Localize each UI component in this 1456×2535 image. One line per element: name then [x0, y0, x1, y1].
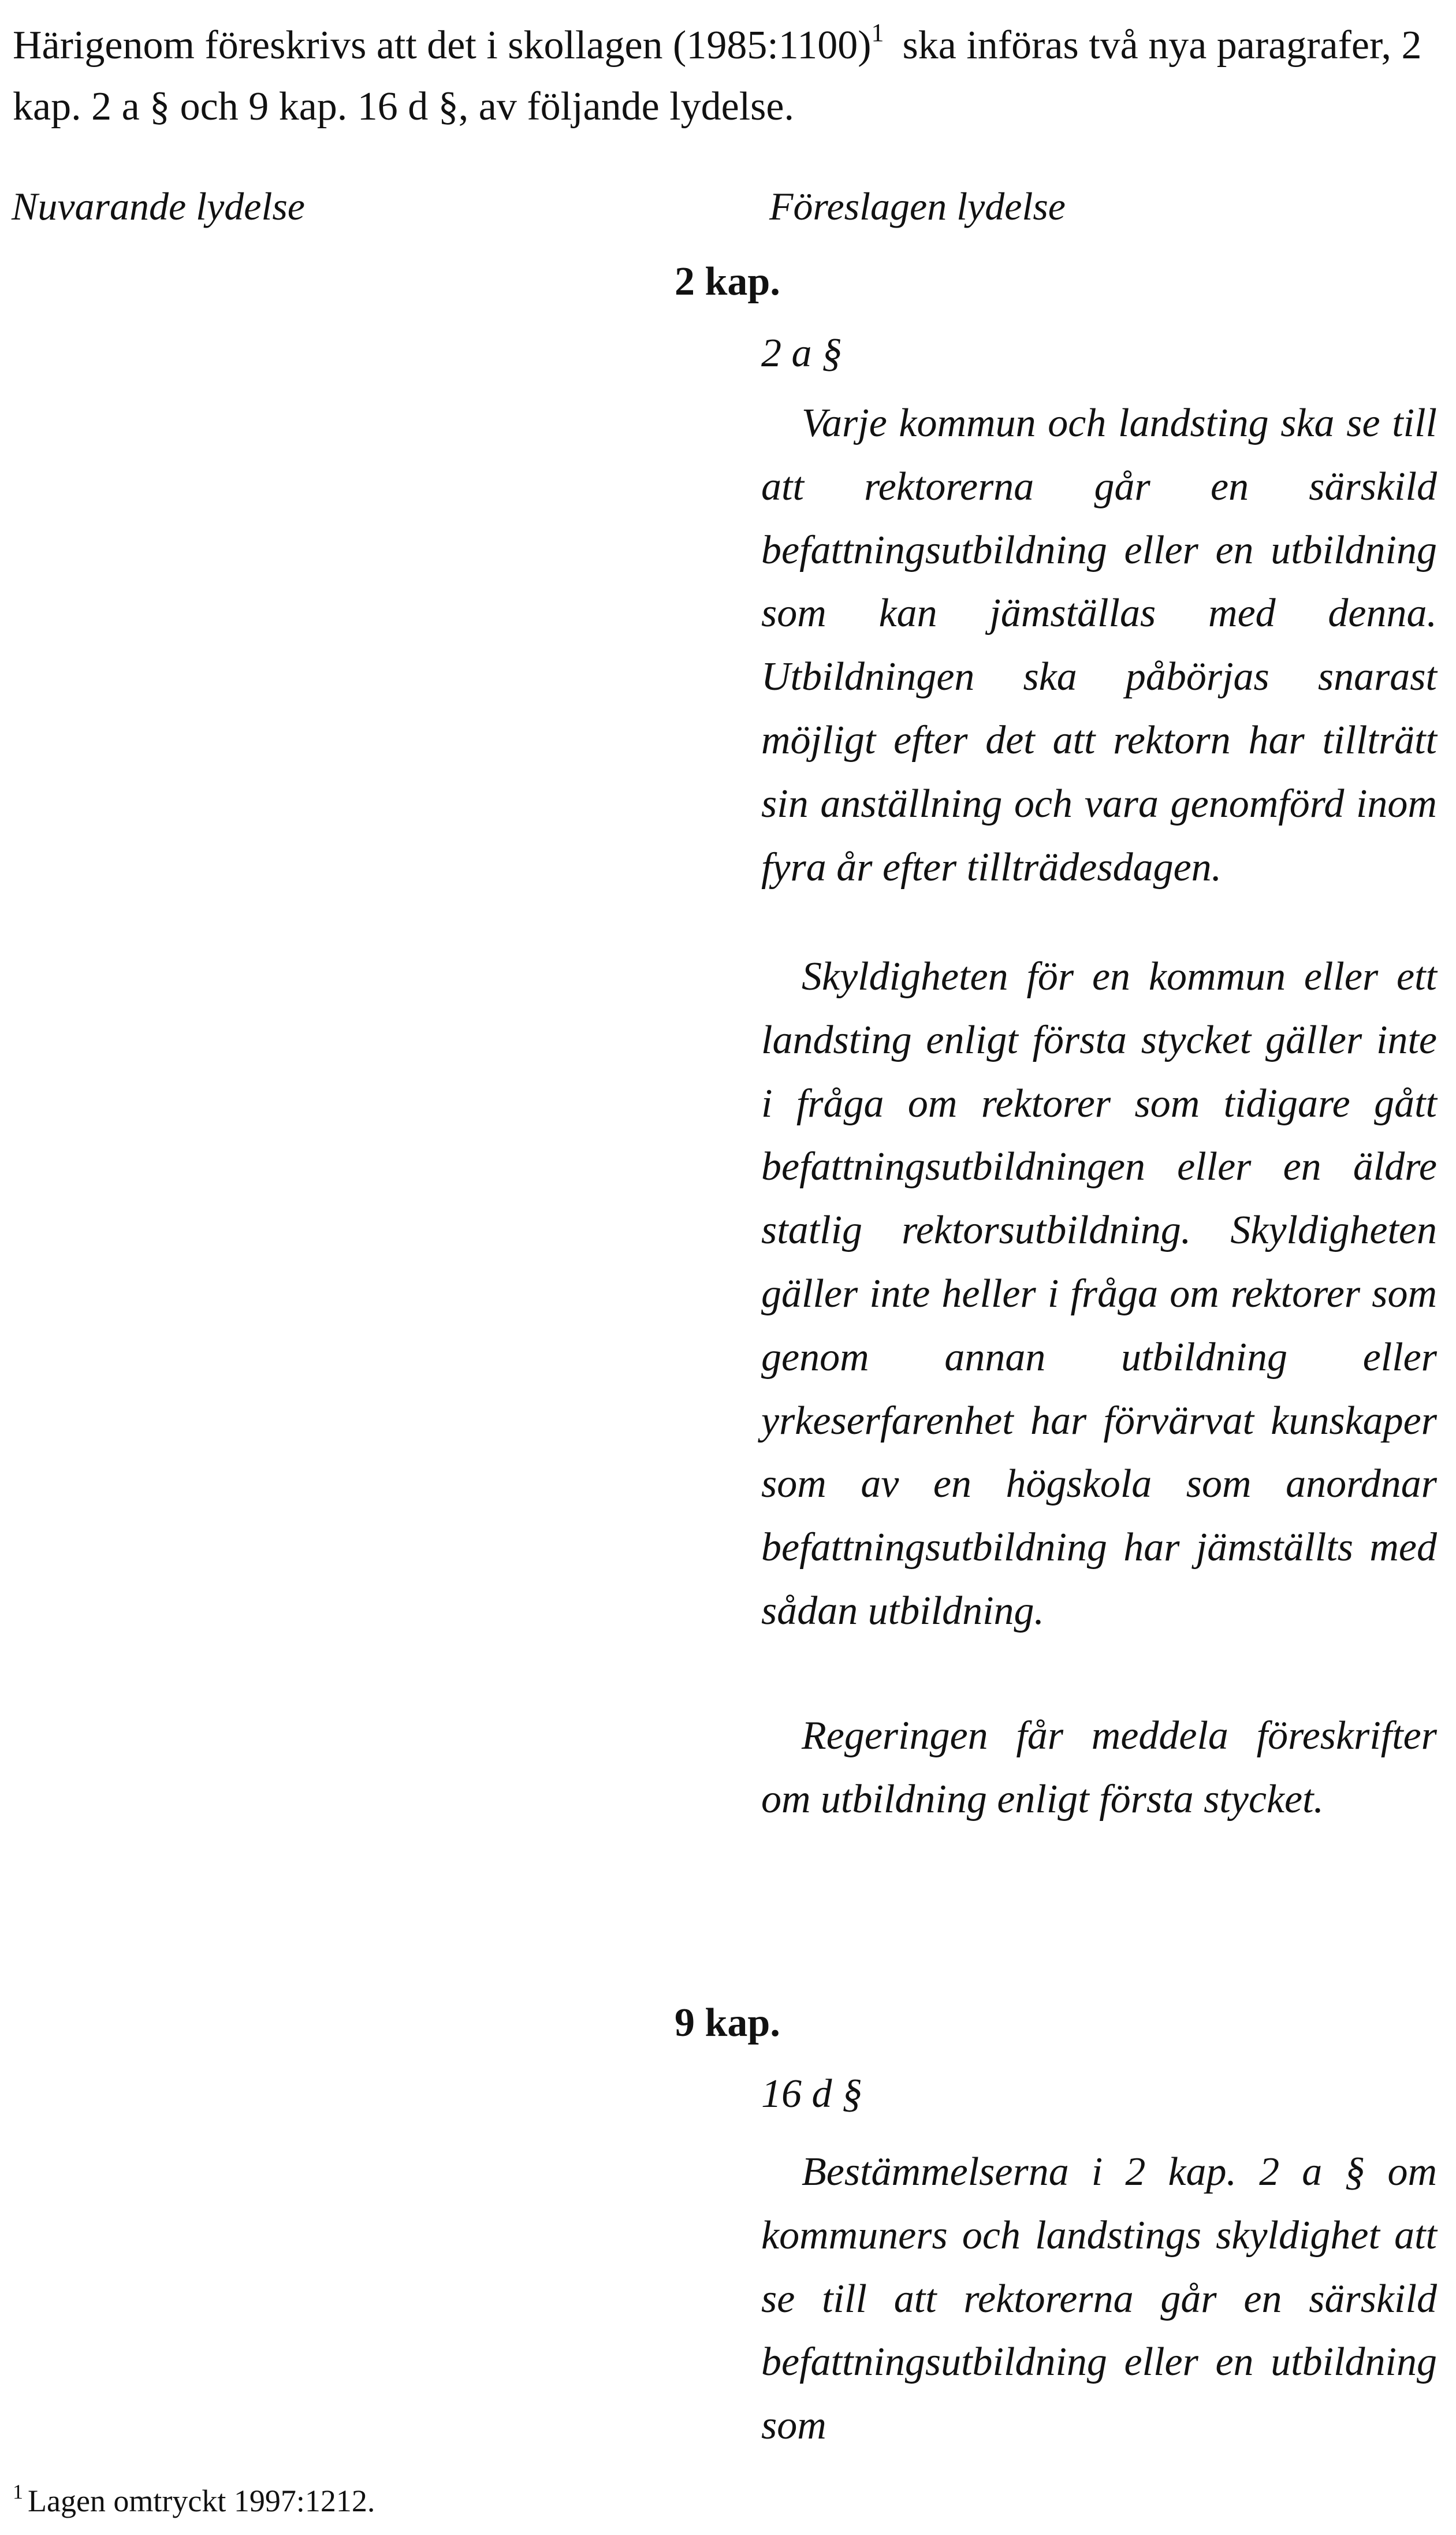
footnote-number: 1 — [13, 2480, 23, 2503]
section-16d-heading: 16 d § — [761, 2072, 862, 2116]
footnote-reference: 1 — [871, 18, 884, 47]
section-2a-paragraph-3 — [761, 1704, 1437, 1831]
section-16d-paragraph-1 — [761, 2140, 1437, 2458]
intro-text-continued: ska införas två nya paragrafer, 2 kap. 2 a § och 9 kap. 16 d §, av följande lydelse. — [13, 23, 1422, 129]
column-heading-current: Nuvarande lydelse — [12, 184, 305, 228]
section-2a-paragraph-1 — [761, 392, 1437, 899]
intro-text: Härigenom föreskrivs att det i skollagen (1985:1100) — [13, 23, 872, 68]
footnote — [13, 2480, 375, 2519]
section-2a-paragraph-2 — [761, 945, 1437, 1643]
footnote-text: Lagen omtryckt 1997:1212. — [28, 2484, 375, 2518]
chapter-9-heading: 9 kap. — [675, 2001, 780, 2045]
intro-paragraph — [13, 15, 1439, 137]
section-2a-heading: 2 a § — [761, 331, 842, 376]
chapter-2-heading: 2 kap. — [675, 259, 780, 304]
column-heading-proposed: Föreslagen lydelse — [769, 184, 1066, 228]
paragraph-text: Varje kommun och landsting ska se till att rektorerna går en särskild befattningsutbildning eller en utbildning som kan jämställas med denna. Utbildningen ska påbörjas snarast möjligt efter det att rektorn har tillträtt sin anställning och vara genomförd inom fyra år efter tillträdesdagen. — [761, 401, 1437, 890]
paragraph-text: Regeringen får meddela föreskrifter om utbildning enligt första stycket. — [761, 1713, 1437, 1822]
paragraph-text: Bestämmelserna i 2 kap. 2 a § om kommuners och landstings skyldighet att se till att rektorerna går en särskild befattningsutbildning eller en utbildning som — [761, 2150, 1437, 2448]
paragraph-text: Skyldigheten för en kommun eller ett landsting enligt första stycket gäller inte i fråga om rektorer som tidigare gått befattningsutbildningen eller en äldre statlig rektorsutbildning. Skyldigheten gäller inte heller i fråga om rektorer som genom annan utbildning eller yrkeserfarenhet har förvärvat kunskaper som av en högskola som anordnar befattningsutbildning har jämställts med sådan utbildning. — [761, 954, 1437, 1633]
